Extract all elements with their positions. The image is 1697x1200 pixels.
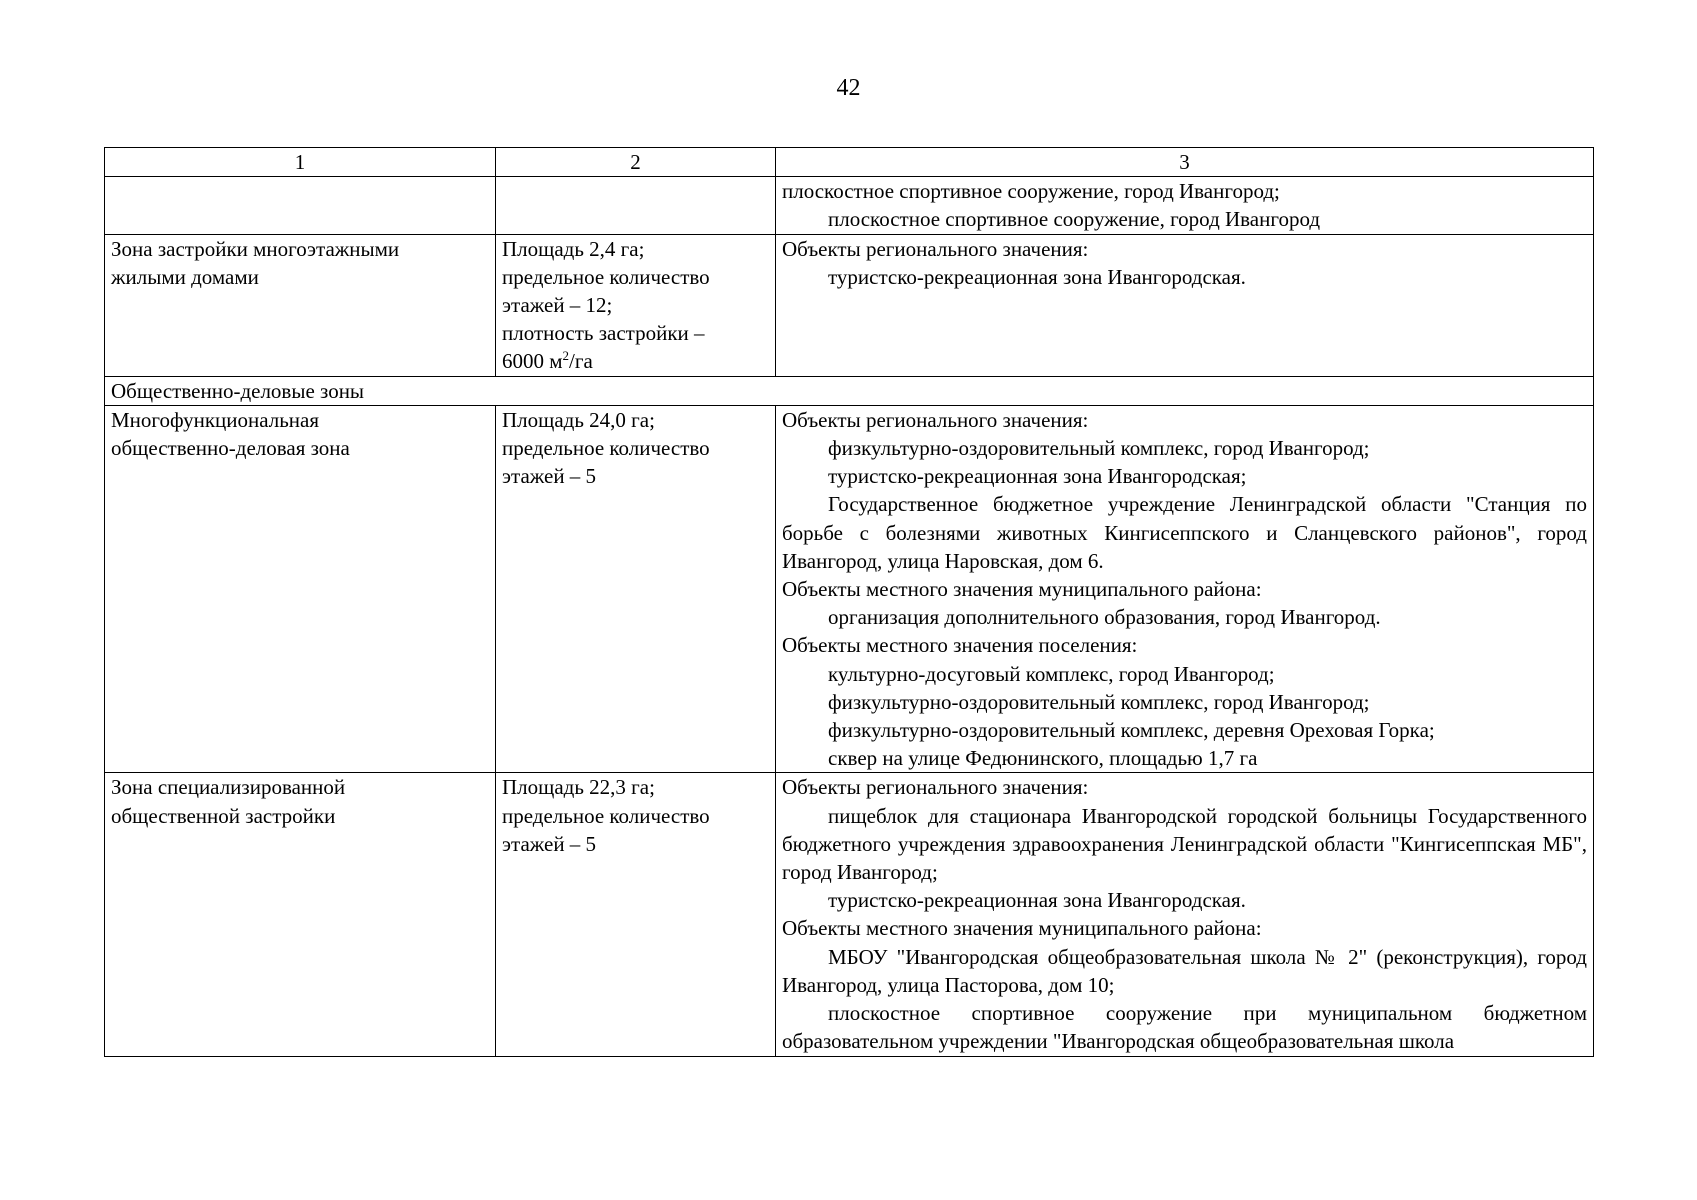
object-category: Объекты регионального значения: [782, 407, 1089, 432]
object-category: Объекты местного значения муниципального района: [782, 577, 1262, 602]
density-value: 6000 м [502, 349, 563, 374]
param-line: этажей – 5 [502, 831, 597, 856]
zone-name-line: общественной застройки [111, 803, 336, 828]
object-line: организация дополнительного образования, город Ивангород. [828, 605, 1381, 630]
cell-params [496, 177, 776, 234]
object-line: физкультурно-оздоровительный комплекс, город Ивангород; [828, 436, 1370, 461]
cell-zone [105, 405, 496, 773]
zone-name-line: Многофункциональная [111, 407, 320, 432]
param-line: предельное количество [502, 264, 710, 289]
object-line: плоскостное спортивное сооружение, город Ивангород [828, 207, 1321, 232]
table-row-multistorey [105, 234, 1594, 376]
object-line: плоскостное спортивное сооружение, город Ивангород; [782, 179, 1280, 204]
cell-objects [776, 773, 1594, 1056]
section-heading: Общественно-деловые зоны [105, 376, 1594, 405]
object-line: туристско-рекреационная зона Ивангородская; [828, 464, 1247, 489]
table-row-continuation [105, 177, 1594, 234]
object-line: туристско-рекреационная зона Ивангородская. [828, 888, 1246, 913]
zone-name-line: Зона застройки многоэтажными [111, 236, 400, 261]
column-header-3: 3 [776, 148, 1594, 177]
param-line: Площадь 22,3 га; [502, 775, 655, 800]
param-line: предельное количество [502, 803, 710, 828]
density-unit: /га [569, 349, 593, 374]
object-line: физкультурно-оздоровительный комплекс, деревня Ореховая Горка; [828, 718, 1435, 743]
cell-zone [105, 177, 496, 234]
object-category: Объекты регионального значения: [782, 236, 1089, 261]
density-superscript: 2 [562, 348, 570, 364]
object-category: Объекты регионального значения: [782, 775, 1089, 800]
object-line: сквер на улице Федюнинского, площадью 1,7 га [828, 746, 1258, 771]
object-line: МБОУ "Ивангородская общеобразовательная школа № 2" (реконструкция), город Ивангород, улица Пасторова, дом 10; [782, 944, 1587, 997]
table-header-row [105, 148, 1594, 177]
object-line: культурно-досуговый комплекс, город Ивангород; [828, 661, 1275, 686]
object-line: Государственное бюджетное учреждение Ленинградской области "Станция по борьбе с болезнями животных Кингисеппского и Сланцевского районов", город Ивангород, улица Наровская, дом 6. [782, 492, 1587, 573]
param-line-density [502, 347, 769, 375]
object-line: туристско-рекреационная зона Ивангородская. [828, 264, 1246, 289]
param-line: этажей – 12; [502, 293, 613, 318]
column-header-2: 2 [496, 148, 776, 177]
cell-objects [776, 405, 1594, 773]
cell-objects [776, 234, 1594, 376]
param-line: плотность застройки – [502, 321, 705, 346]
param-line: Площадь 2,4 га; [502, 236, 645, 261]
zone-name-line: Зона специализированной [111, 775, 346, 800]
cell-objects [776, 177, 1594, 234]
object-category: Объекты местного значения муниципального района: [782, 916, 1262, 941]
column-header-1: 1 [105, 148, 496, 177]
zone-name-line: жилыми домами [111, 264, 259, 289]
cell-zone [105, 773, 496, 1056]
object-line: плоскостное спортивное сооружение при муниципальном бюджетном образовательном учреждении "Ивангородская общеобразовательная школа [782, 1001, 1587, 1054]
cell-params [496, 234, 776, 376]
cell-zone [105, 234, 496, 376]
object-category: Объекты местного значения поселения: [782, 633, 1138, 658]
page-number: 42 [836, 75, 861, 101]
param-line: предельное количество [502, 436, 710, 461]
param-line: Площадь 24,0 га; [502, 407, 655, 432]
param-line: этажей – 5 [502, 464, 597, 489]
table-row-multifunctional [105, 405, 1594, 773]
table-row-specialized [105, 773, 1594, 1056]
object-line: физкультурно-оздоровительный комплекс, город Ивангород; [828, 689, 1370, 714]
zones-table [104, 147, 1594, 1057]
cell-params [496, 405, 776, 773]
zone-name-line: общественно-деловая зона [111, 436, 350, 461]
cell-params [496, 773, 776, 1056]
table-row-section [105, 376, 1594, 405]
object-line: пищеблок для стационара Ивангородской городской больницы Государственного бюджетного учреждения здравоохранения Ленинградской области "Кингисеппская МБ", город Ивангород; [782, 803, 1587, 885]
